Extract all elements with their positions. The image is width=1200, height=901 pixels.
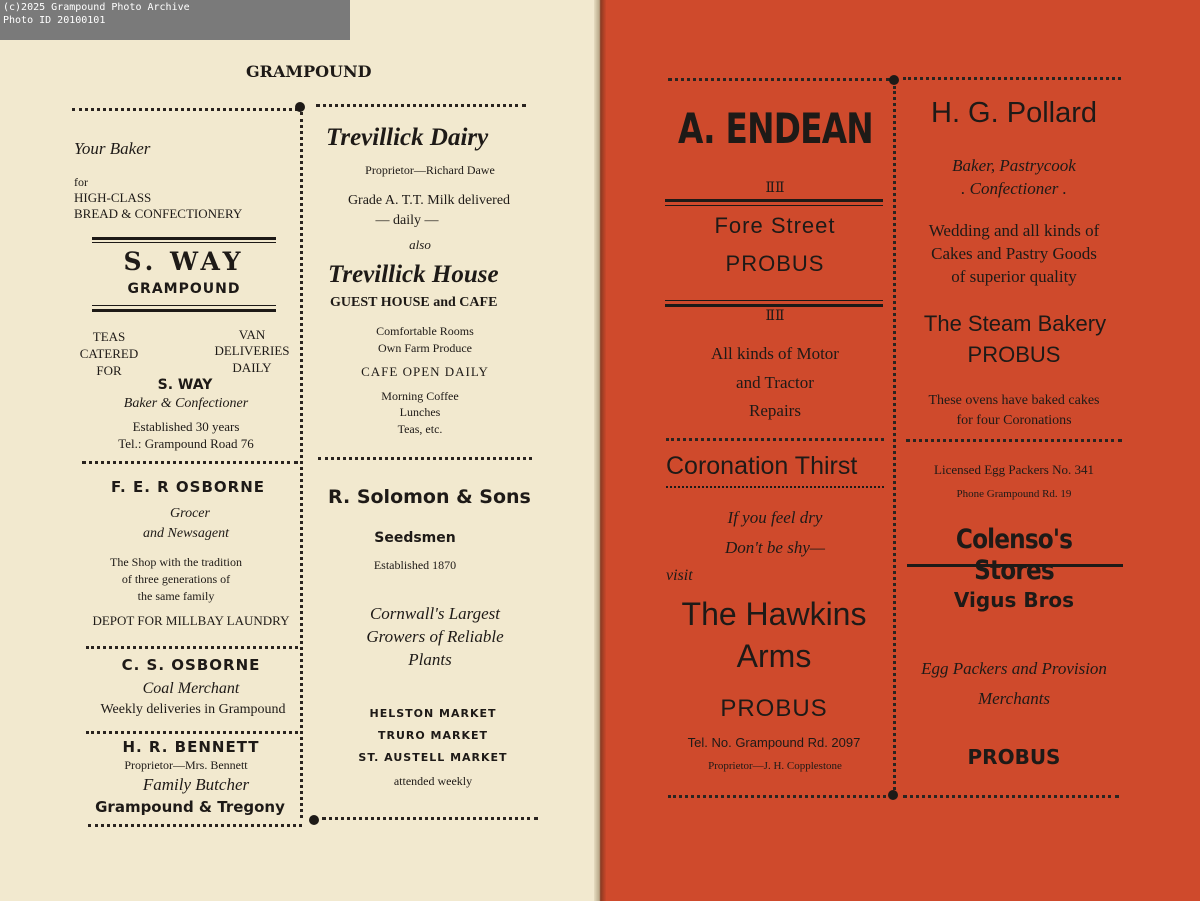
watermark: [0, 0, 350, 40]
coronation-pub: The Hawkins: [681, 596, 867, 632]
pollard-bakery: The Steam Bakery: [923, 311, 1107, 336]
van-text: VAN: [238, 327, 266, 342]
fer-shop1: The Shop with the tradition: [110, 555, 242, 569]
coronation-l2: Don't be shy—: [725, 538, 825, 557]
pollard-town: PROBUS: [967, 342, 1061, 367]
right-bottom-bullet: [888, 790, 898, 800]
divider-dairy: [318, 457, 532, 460]
endean-name: A. ENDEAN: [678, 104, 873, 153]
endean-l1: All kinds of Motor: [711, 344, 839, 363]
daily-text: DAILY: [232, 360, 272, 375]
dairy-daily: — daily —: [375, 213, 439, 228]
column-divider-right: [893, 86, 896, 790]
hr-name: H. R. BENNETT: [122, 738, 260, 756]
pollard-l1: Baker, Pastrycook: [952, 156, 1076, 175]
solomon-established: Established 1870: [373, 558, 457, 572]
cs-name: C. S. OSBORNE: [121, 656, 261, 674]
colenso-vigus: Vigus Bros: [953, 588, 1075, 612]
solomon-name: R. Solomon & Sons: [328, 486, 531, 508]
endean-street: Fore Street: [714, 213, 836, 238]
dairy-teas: Teas, etc.: [397, 422, 443, 436]
teas-text: TEAS: [92, 329, 126, 344]
dairy-also: also: [409, 237, 431, 252]
endean-rule-1b: [665, 205, 883, 206]
fer-grocer: Grocer: [170, 506, 210, 521]
endean-l2: and Tractor: [736, 373, 814, 392]
solomon-st-austell: ST. AUSTELL MARKET: [358, 751, 508, 764]
endean-ornament-1: ⅡⅡ: [765, 180, 785, 196]
bottom-rule-right: [322, 817, 538, 820]
way-rule-bottom2: [92, 309, 276, 312]
hr-trade: Family Butcher: [142, 775, 250, 794]
watermark-line1: (c)2025 Grampound Photo Archive: [3, 2, 190, 13]
pollard-name: H. G. Pollard: [931, 97, 1097, 129]
solomon-truro: TRURO MARKET: [377, 729, 489, 742]
way-established: Established 30 years: [132, 419, 240, 434]
page-heading: GRAMPOUND: [246, 62, 372, 81]
way-trade: Baker & Confectioner: [123, 396, 249, 411]
right-top-rule-right: [903, 77, 1121, 80]
fer-shop3: the same family: [137, 589, 215, 603]
pollard-l5: of superior quality: [951, 267, 1077, 286]
way-tel: Tel.: Grampound Road 76: [118, 436, 254, 451]
right-top-bullet: [889, 75, 899, 85]
bottom-rule-left: [88, 824, 302, 827]
dairy-guest: GUEST HOUSE and CAFE: [330, 295, 498, 310]
hr-prop: Proprietor—Mrs. Bennett: [124, 758, 248, 772]
hr-area: Grampound & Tregony: [95, 798, 285, 816]
dairy-house: Trevillick House: [328, 261, 499, 288]
deliveries-text: DELIVERIES: [214, 343, 290, 358]
solomon-attended: attended weekly: [393, 774, 473, 788]
dairy-rooms: Comfortable Rooms: [376, 324, 474, 338]
solomon-plants: Plants: [408, 650, 452, 669]
book-gutter: [594, 0, 606, 901]
bottom-bullet: [309, 815, 319, 825]
colenso-name: Colenso's Stores: [955, 524, 1073, 586]
your-baker: Your Baker: [74, 139, 151, 158]
way-rule-bottom: [92, 305, 276, 306]
cs-weekly: Weekly deliveries in Grampound: [100, 702, 286, 717]
coronation-wave: [666, 486, 884, 488]
dairy-coffee: Morning Coffee: [381, 389, 459, 403]
high-class: HIGH-CLASS: [74, 190, 152, 205]
divider-pollard: [906, 439, 1122, 442]
dairy-prop: Proprietor—Richard Dawe: [365, 163, 495, 177]
colenso-licensed: Licensed Egg Packers No. 341: [934, 462, 1094, 477]
coronation-arms: Arms: [736, 638, 812, 674]
fer-shop2: of three generations of: [121, 572, 231, 586]
endean-ornament-2: ⅡⅡ: [765, 308, 785, 324]
cs-trade: Coal Merchant: [142, 680, 240, 697]
top-bullet: [295, 102, 305, 112]
way-name2: S. WAY: [157, 377, 213, 393]
coronation-l1: If you feel dry: [727, 508, 823, 527]
colenso-l1: Egg Packers and Provision: [921, 659, 1107, 678]
bread-confectionery: BREAD & CONFECTIONERY: [74, 206, 243, 221]
dairy-milk: Grade A. T.T. Milk delivered: [347, 193, 511, 208]
way-rule-top2: [92, 242, 276, 243]
solomon-growers: Growers of Reliable: [366, 627, 504, 646]
divider-way: [82, 461, 298, 464]
pollard-l7: for four Coronations: [956, 413, 1072, 428]
fer-name: F. E. R OSBORNE: [111, 478, 265, 496]
catered-text: CATERED: [79, 346, 139, 361]
endean-rule-2: [665, 300, 883, 301]
fer-newsagent: and Newsagent: [143, 526, 229, 541]
right-top-rule-left: [668, 78, 890, 81]
colenso-l2: Merchants: [977, 689, 1051, 708]
dairy-name: Trevillick Dairy: [326, 124, 489, 151]
solomon-helston: HELSTON MARKET: [369, 707, 497, 720]
endean-rule-2b: [665, 304, 883, 307]
top-rule-right: [316, 104, 526, 107]
coronation-title: Coronation Thirst: [666, 452, 858, 480]
colenso-town: PROBUS: [967, 745, 1061, 769]
dairy-lunches: Lunches: [399, 405, 441, 419]
pollard-l3: Wedding and all kinds of: [928, 221, 1100, 240]
right-bottom-rule-right: [903, 795, 1119, 798]
colenso-rule: [907, 564, 1123, 567]
endean-town: PROBUS: [725, 251, 825, 276]
solomon-cornwall: Cornwall's Largest: [369, 604, 501, 623]
pollard-l6: These ovens have baked cakes: [928, 393, 1100, 408]
for-text: for: [74, 175, 88, 189]
top-rule-left: [72, 108, 298, 111]
fer-depot: DEPOT FOR MILLBAY LAUNDRY: [92, 613, 290, 628]
divider-fer: [86, 646, 298, 649]
dairy-cafe: CAFE OPEN DAILY: [361, 364, 489, 379]
colenso-phone: Phone Grampound Rd. 19: [956, 488, 1072, 500]
divider-endean: [666, 438, 884, 441]
way-name: S. WAY: [123, 247, 245, 276]
way-place: GRAMPOUND: [127, 281, 241, 297]
endean-rule-1: [665, 199, 883, 202]
divider-cs: [86, 731, 298, 734]
coronation-visit: visit: [666, 567, 693, 584]
solomon-seedsmen: Seedsmen: [374, 530, 456, 546]
right-bottom-rule-left: [668, 795, 886, 798]
coronation-town: PROBUS: [720, 695, 828, 722]
for2-text: FOR: [96, 363, 122, 378]
pollard-l2: . Confectioner .: [961, 179, 1067, 198]
coronation-prop: Proprietor—J. H. Copplestone: [708, 760, 842, 772]
pollard-l4: Cakes and Pastry Goods: [931, 244, 1097, 263]
watermark-line2: Photo ID 20100101: [3, 15, 106, 26]
dairy-produce: Own Farm Produce: [378, 341, 472, 355]
endean-l3: Repairs: [749, 401, 801, 420]
way-rule-top: [92, 237, 276, 240]
coronation-tel: Tel. No. Grampound Rd. 2097: [687, 735, 861, 750]
